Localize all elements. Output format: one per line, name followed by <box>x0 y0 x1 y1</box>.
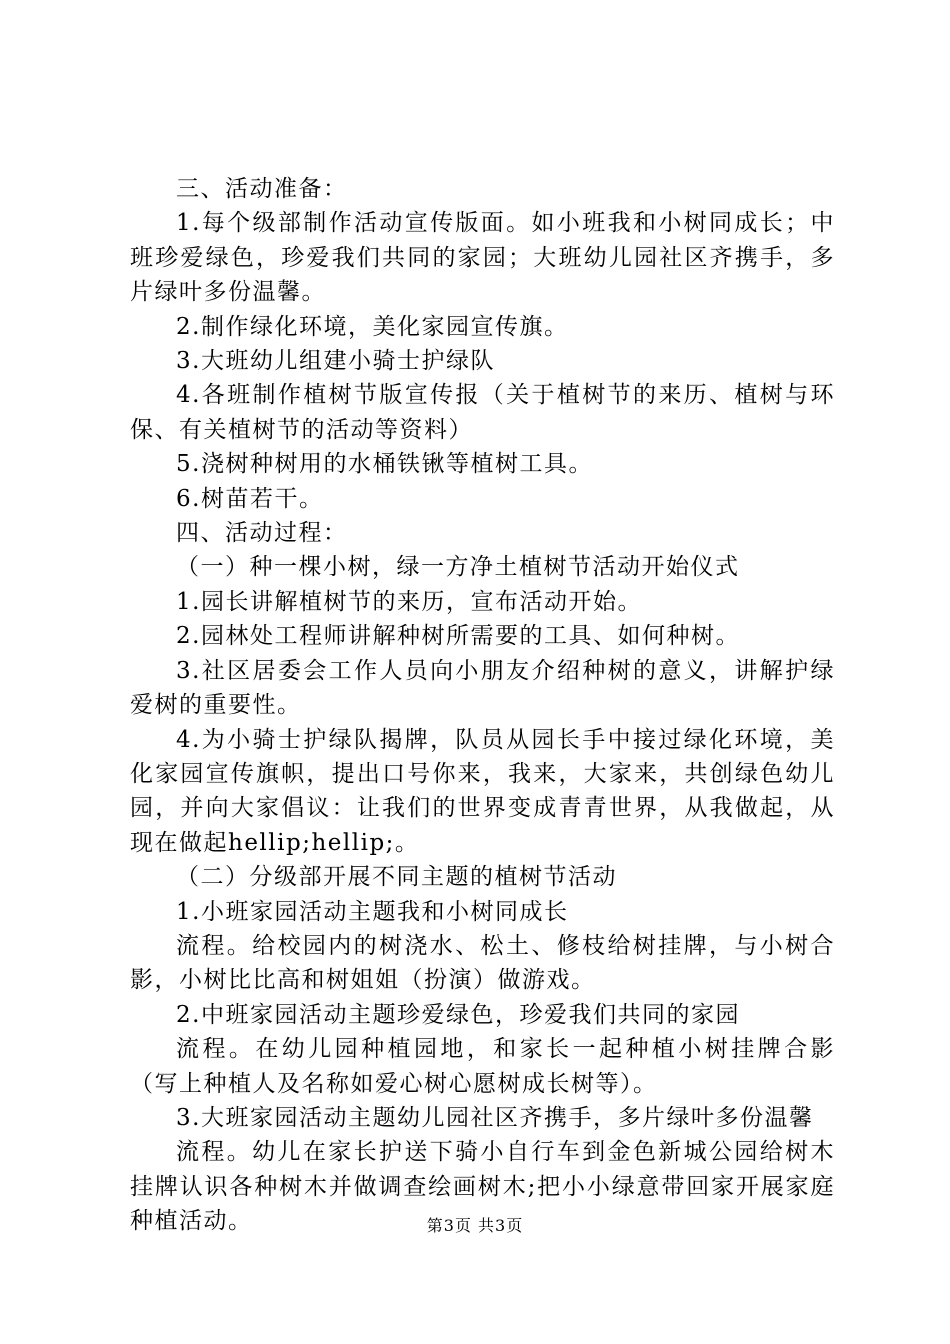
subsection-heading: （二）分级部开展不同主题的植树节活动 <box>176 864 617 891</box>
paragraph: 6.树苗若干。 <box>176 485 324 512</box>
page-footer: 第3页 共3页 <box>426 1216 524 1235</box>
paragraph: 流程。在幼儿园种植园地，和家长一起种植小树挂牌合影（写上种植人及名称如爱心树心愿树成长树等）。 <box>130 1036 835 1097</box>
paragraph: 2.园林处工程师讲解种树所需要的工具、如何种树。 <box>176 623 740 650</box>
paragraph: 4.为小骑士护绿队揭牌，队员从园长手中接过绿化环境，美化家园宣传旗帜，提出口号你来，我来，大家来，共创绿色幼儿园，并向大家倡议：让我们的世界变成青青世界，从我做起，从现在做起hellip;hellip;。 <box>130 726 835 856</box>
section-heading-preparation: 三、活动准备： <box>176 176 348 202</box>
paragraph: 1.每个级部制作活动宣传版面。如小班我和小树同成长；中班珍爱绿色，珍爱我们共同的家园；大班幼儿园社区齐携手，多片绿叶多份温馨。 <box>130 210 835 306</box>
paragraph: 2.中班家园活动主题珍爱绿色，珍爱我们共同的家园 <box>176 1001 740 1028</box>
paragraph: 4.各班制作植树节版宣传报（关于植树节的来历、植树与环保、有关植树节的活动等资料） <box>130 382 835 443</box>
paragraph: 流程。幼儿在家长护送下骑小自行车到金色新城公园给树木挂牌认识各种树木并做调查绘画树木;把小小绿意带回家开展家庭种植活动。 <box>130 1139 835 1235</box>
paragraph: 3.大班幼儿组建小骑士护绿队 <box>176 348 495 375</box>
subsection-heading: （一）种一棵小树，绿一方净土植树节活动开始仪式 <box>176 554 740 581</box>
paragraph: 3.社区居委会工作人员向小朋友介绍种树的意义，讲解护绿爱树的重要性。 <box>130 657 835 719</box>
paragraph: 2.制作绿化环境，美化家园宣传旗。 <box>176 313 569 340</box>
section-heading-process: 四、活动过程： <box>176 520 348 547</box>
paragraph: 1.小班家园活动主题我和小树同成长 <box>176 898 569 925</box>
paragraph: 3.大班家园活动主题幼儿园社区齐携手，多片绿叶多份温馨 <box>176 1104 814 1131</box>
paragraph: 5.浇树种树用的水桶铁锹等植树工具。 <box>176 451 593 478</box>
paragraph: 流程。给校园内的树浇水、松土、修枝给树挂牌，与小树合影，小树比比高和树姐姐（扮演）做游戏。 <box>130 932 835 994</box>
document-body <box>130 172 835 1239</box>
paragraph: 1.园长讲解植树节的来历，宣布活动开始。 <box>176 588 642 615</box>
